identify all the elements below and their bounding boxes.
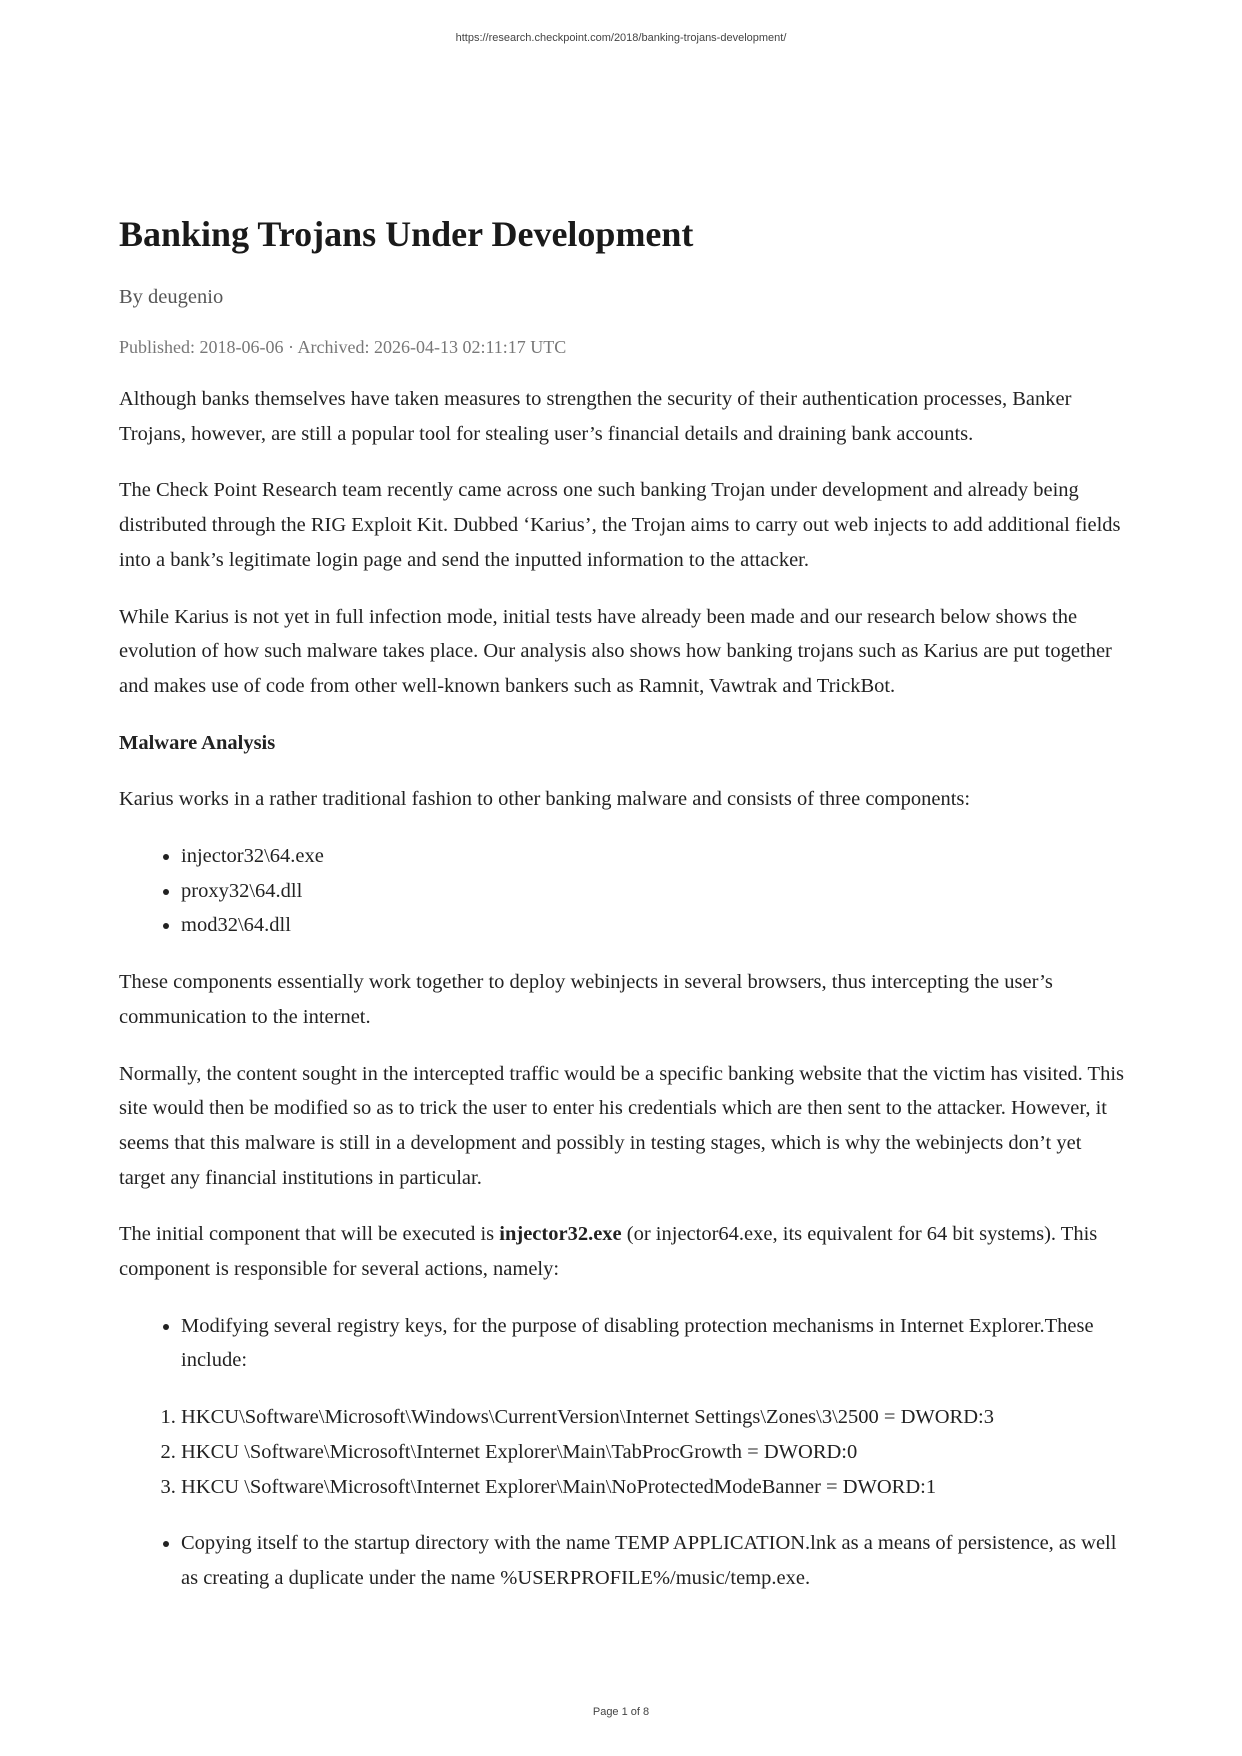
article — [119, 212, 1129, 1618]
list-item: • Copying itself to the startup directory with the name TEMP APPLICATION.lnk as a means of persistence, as well as creating a duplicate under the name %USERPROFILE%/music/temp.exe. — [181, 1526, 1129, 1595]
list-item: • mod32\64.dll — [181, 908, 1129, 943]
section-heading: Malware Analysis — [119, 731, 276, 754]
paragraph: Although banks themselves have taken measures to strengthen the security of their authentication processes, Banker Trojans, however, are still a popular tool for stealing user’s financial details and draining bank accounts. — [119, 388, 1072, 445]
paragraph — [119, 1217, 1129, 1286]
page-number: Page 1 of 8 — [592, 1706, 650, 1718]
paragraph: While Karius is not yet in full infection mode, initial tests have already been made and our research below shows the evolution of how such malware takes place. Our analysis also shows how banking trojans such as Karius are put together and makes use of code from other well-known bankers such as Ramnit, Vawtrak and TrickBot. — [119, 605, 1112, 697]
list-item: • Modifying several registry keys, for the purpose of disabling protection mechanisms in Internet Explorer.These include: — [181, 1309, 1129, 1378]
paragraph: Karius works in a rather traditional fashion to other banking malware and consists of three components: — [119, 788, 971, 811]
list-item: 2. HKCU \Software\Microsoft\Internet Explorer\Main\TabProcGrowth = DWORD:0 — [181, 1435, 1129, 1470]
registry-keys-list — [119, 1400, 1129, 1504]
page-title: Banking Trojans Under Development — [119, 214, 694, 254]
text: The initial component that will be executed is — [119, 1223, 500, 1246]
list-item: • proxy32\64.dll — [181, 874, 1129, 909]
list-item: 3. HKCU \Software\Microsoft\Internet Explorer\Main\NoProtectedModeBanner = DWORD:1 — [181, 1470, 1129, 1505]
list-item: • injector32\64.exe — [181, 839, 1129, 874]
actions-list — [119, 1309, 1129, 1378]
list-item: 1. HKCU\Software\Microsoft\Windows\CurrentVersion\Internet Settings\Zones\3\2500 = DWORD:3 — [181, 1400, 1129, 1435]
actions-list — [119, 1526, 1129, 1595]
publish-meta: Published: 2018-06-06 · Archived: 2026-04-13 02:11:17 UTC — [119, 337, 567, 357]
page-url-header: https://research.checkpoint.com/2018/banking-trojans-development/ — [455, 32, 787, 44]
bold-filename: injector32.exe — [499, 1223, 622, 1246]
author-byline: By deugenio — [119, 286, 224, 308]
text: (or injector64.exe, its equivalent for 64 bit systems). This component is responsible for several actions, namely: — [119, 1223, 1098, 1281]
components-list — [119, 839, 1129, 943]
paragraph: These components essentially work together to deploy webinjects in several browsers, thus intercepting the user’s communication to the internet. — [119, 971, 1053, 1028]
paragraph: The Check Point Research team recently came across one such banking Trojan under development and already being distributed through the RIG Exploit Kit. Dubbed ‘Karius’, the Trojan aims to carry out web injects to add additional fields into a bank’s legitimate login page and send the inputted information to the attacker. — [119, 479, 1121, 571]
paragraph: Normally, the content sought in the intercepted traffic would be a specific banking website that the victim has visited. This site would then be modified so as to trick the user to enter his credentials which are then sent to the attacker. However, it seems that this malware is still in a development and possibly in testing stages, which is why the webinjects don’t yet target any financial institutions in particular. — [119, 1062, 1125, 1189]
